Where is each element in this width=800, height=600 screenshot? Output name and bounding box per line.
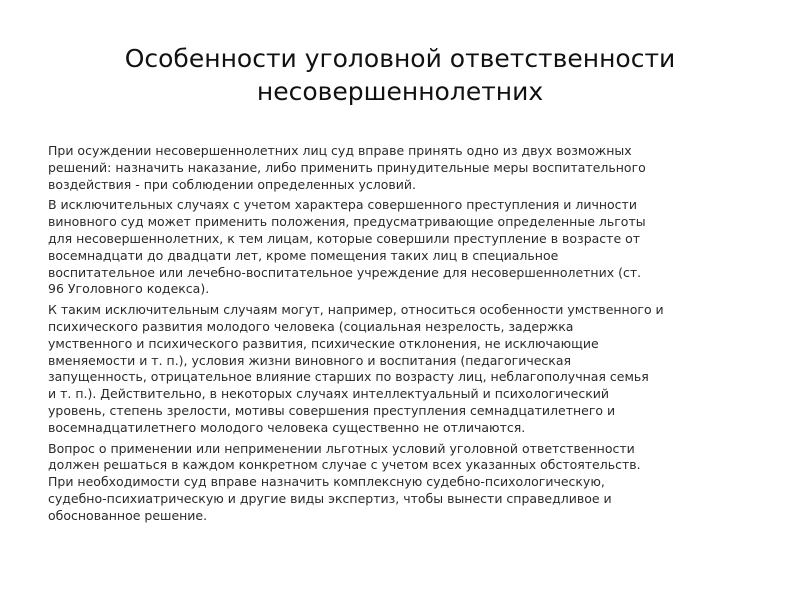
slide-title bbox=[60, 42, 740, 108]
text-line: К таким исключительным случаям могут, например, относиться особенности умственного и bbox=[48, 302, 664, 318]
text-line: При осуждении несовершеннолетних лиц суд вправе принять одно из двух возможных bbox=[48, 143, 632, 158]
text-line: должен решаться в каждом конкретном случае с учетом всех указанных обстоятельств. bbox=[48, 457, 641, 473]
paragraph-sentencing-options bbox=[48, 143, 758, 193]
text-line: запущенность, отрицательное влияние старших по возрасту лиц, неблагополучная семья bbox=[48, 369, 649, 385]
paragraph-development-factors bbox=[48, 302, 758, 436]
text-line: восемнадцати до двадцати лет, кроме помещения таких лиц в специальное bbox=[48, 247, 559, 263]
text-line: 96 Уголовного кодекса). bbox=[48, 281, 210, 297]
text-line: судебно-психиатрическую и другие виды экспертиз, чтобы вынести справедливое и bbox=[48, 490, 612, 506]
text-line: и т. п.). Действительно, в некоторых случаях интеллектуальный и психологический bbox=[48, 386, 610, 402]
title-line: Особенности уголовной ответственности bbox=[124, 44, 676, 73]
title-line: несовершеннолетних bbox=[256, 77, 544, 106]
paragraph-expert-examination bbox=[48, 441, 758, 525]
text-line: воздействия - при соблюдении определенных условий. bbox=[48, 176, 416, 192]
text-line: для несовершеннолетних, к тем лицам, которые совершили преступление в возрасте от bbox=[48, 230, 641, 246]
text-line: При необходимости суд вправе назначить комплексную судебно-психологическую, bbox=[48, 474, 605, 490]
text-line: Вопрос о применении или неприменении льготных условий уголовной ответственности bbox=[48, 440, 635, 456]
text-line: восемнадцатилетнего молодого человека существенно не отличаются. bbox=[48, 419, 526, 435]
text-line: обоснованное решение. bbox=[48, 507, 208, 523]
slide-body bbox=[48, 143, 758, 529]
text-line: уровень, степень зрелости, мотивы совершения преступления семнадцатилетнего и bbox=[48, 402, 616, 418]
text-line: вменяемости и т. п.), условия жизни виновного и воспитания (педагогическая bbox=[48, 352, 572, 368]
text-line: умственного и психического развития, психические отклонения, не исключающие bbox=[48, 335, 599, 351]
text-line: виновного суд может применить положения, предусматривающие определенные льготы bbox=[48, 214, 646, 230]
text-line: решений: назначить наказание, либо применить принудительные меры воспитательного bbox=[48, 159, 646, 175]
text-line: В исключительных случаях с учетом характера совершенного преступления и личности bbox=[48, 197, 637, 213]
paragraph-exceptional-cases bbox=[48, 197, 758, 298]
text-line: психического развития молодого человека (социальная незрелость, задержка bbox=[48, 318, 574, 334]
text-line: воспитательное или лечебно-воспитательное учреждение для несовершеннолетних (ст. bbox=[48, 264, 642, 280]
